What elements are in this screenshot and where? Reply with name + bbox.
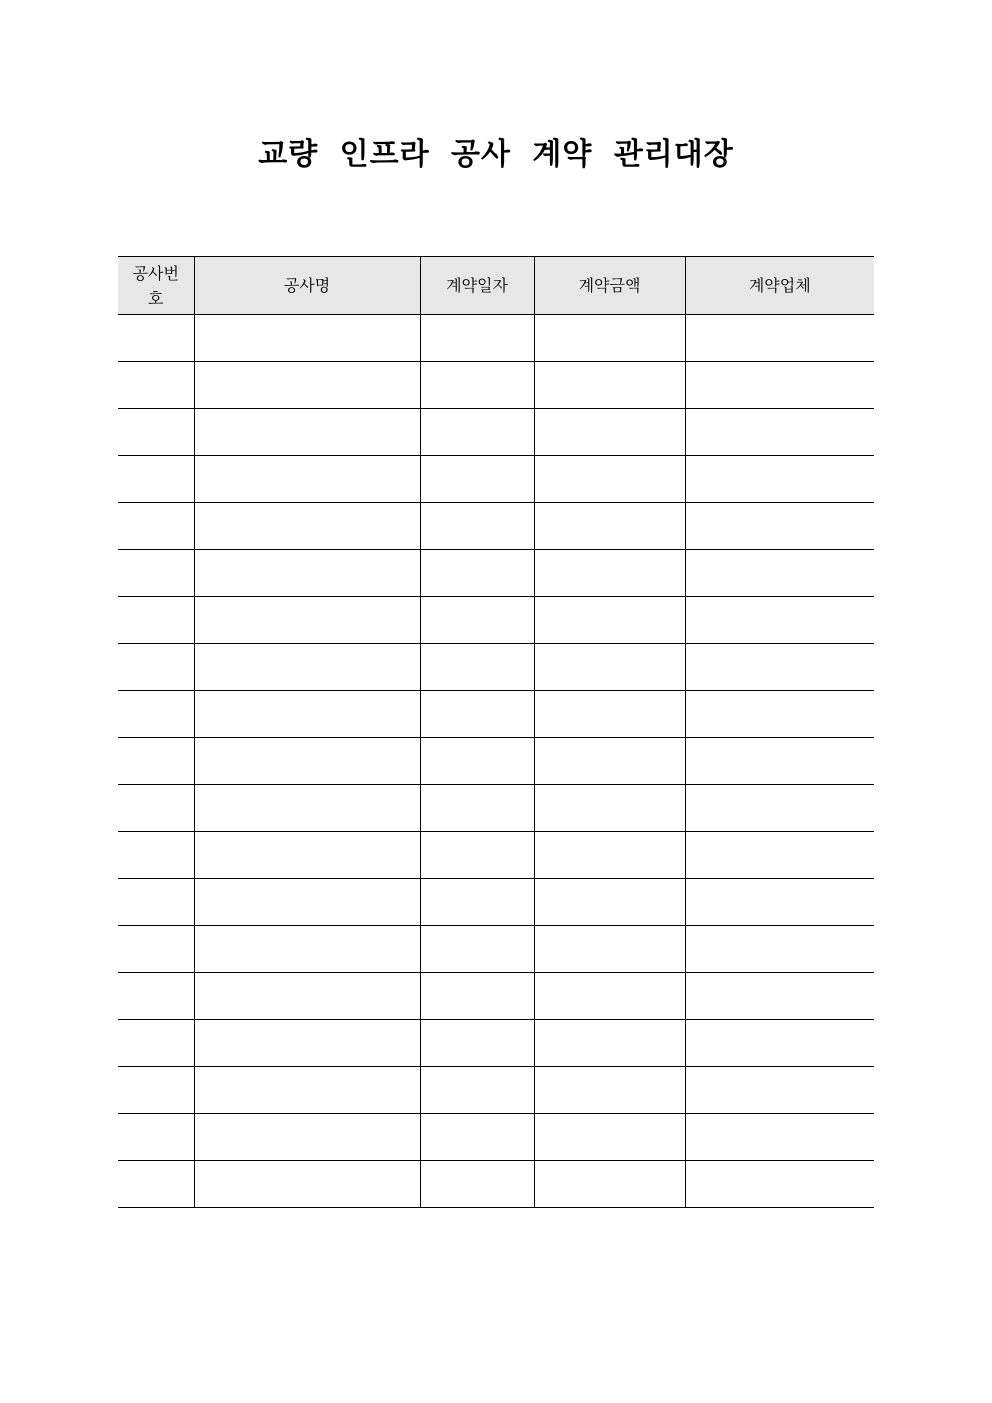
table-row [118, 315, 874, 362]
contract-amount-cell [534, 879, 685, 926]
header-row [118, 257, 874, 315]
contractor-cell [685, 879, 874, 926]
construction-no-cell [118, 785, 194, 832]
contract-amount-cell [534, 315, 685, 362]
construction-no-cell [118, 691, 194, 738]
contractor-cell [685, 597, 874, 644]
contractor-cell [685, 1161, 874, 1208]
contractor-cell [685, 738, 874, 785]
contract-ledger-table [118, 256, 874, 1208]
contract-amount-cell [534, 550, 685, 597]
construction-no-cell [118, 832, 194, 879]
contract-date-cell [420, 456, 534, 503]
table-row [118, 785, 874, 832]
contract-date-cell [420, 550, 534, 597]
construction-name-cell [194, 597, 420, 644]
ledger-body [118, 315, 874, 1208]
table-row [118, 691, 874, 738]
construction-no-cell [118, 503, 194, 550]
contractor-cell [685, 1067, 874, 1114]
construction-no-cell [118, 1114, 194, 1161]
construction-no-cell [118, 362, 194, 409]
contract-date-cell [420, 926, 534, 973]
contract-amount-cell [534, 644, 685, 691]
construction-name-cell [194, 738, 420, 785]
construction-name-cell [194, 973, 420, 1020]
contract-date-cell [420, 597, 534, 644]
construction-name-cell [194, 409, 420, 456]
contract-amount-cell [534, 362, 685, 409]
construction-no-cell [118, 738, 194, 785]
contract-date-cell [420, 1067, 534, 1114]
contractor-cell [685, 503, 874, 550]
table-row [118, 832, 874, 879]
contract-amount-cell [534, 691, 685, 738]
contract-date-cell [420, 362, 534, 409]
contractor-cell [685, 409, 874, 456]
construction-name-cell [194, 832, 420, 879]
contract-amount-cell [534, 973, 685, 1020]
contract-amount-cell [534, 503, 685, 550]
table-row [118, 550, 874, 597]
contractor-cell [685, 1114, 874, 1161]
construction-name-cell [194, 315, 420, 362]
construction-no-cell [118, 644, 194, 691]
construction-no-cell [118, 315, 194, 362]
construction-no-cell [118, 879, 194, 926]
contractor-cell [685, 456, 874, 503]
contractor-cell [685, 691, 874, 738]
contract-amount-cell [534, 926, 685, 973]
table-row [118, 409, 874, 456]
contract-amount-cell [534, 1067, 685, 1114]
contract-amount-cell [534, 1161, 685, 1208]
construction-name-cell [194, 1020, 420, 1067]
table-row [118, 1067, 874, 1114]
contract-amount-cell [534, 1114, 685, 1161]
construction-no-cell [118, 1067, 194, 1114]
construction-name-cell [194, 1067, 420, 1114]
contract-date-cell [420, 832, 534, 879]
construction-name-cell [194, 691, 420, 738]
contract-date-cell [420, 879, 534, 926]
contractor-cell [685, 362, 874, 409]
table-row [118, 1114, 874, 1161]
contractor-cell [685, 973, 874, 1020]
contract-date-cell [420, 1114, 534, 1161]
contract-amount-cell [534, 738, 685, 785]
construction-name-cell [194, 1161, 420, 1208]
table-row [118, 738, 874, 785]
construction-name-cell [194, 503, 420, 550]
contractor-cell [685, 1020, 874, 1067]
contract-amount-cell [534, 456, 685, 503]
table-row [118, 879, 874, 926]
contractor-cell [685, 644, 874, 691]
construction-no-cell [118, 1161, 194, 1208]
table-row [118, 926, 874, 973]
contract-amount-cell [534, 409, 685, 456]
table-row [118, 362, 874, 409]
contract-amount-cell [534, 785, 685, 832]
contractor-cell [685, 315, 874, 362]
table-row [118, 456, 874, 503]
construction-no-cell [118, 1020, 194, 1067]
contract-date-cell [420, 644, 534, 691]
table-row [118, 1020, 874, 1067]
contract-date-cell [420, 973, 534, 1020]
construction-no-cell [118, 456, 194, 503]
contract-date-cell [420, 315, 534, 362]
table-row [118, 644, 874, 691]
table-row [118, 1161, 874, 1208]
contract-amount-cell [534, 832, 685, 879]
header-contract-date: 계약일자 [420, 257, 534, 315]
construction-no-cell [118, 550, 194, 597]
contract-date-cell [420, 409, 534, 456]
contract-date-cell [420, 1161, 534, 1208]
construction-no-cell [118, 973, 194, 1020]
table-row [118, 973, 874, 1020]
construction-name-cell [194, 1114, 420, 1161]
construction-no-cell [118, 597, 194, 644]
construction-name-cell [194, 456, 420, 503]
page-title: 교량 인프라 공사 계약 관리대장 [258, 137, 734, 172]
contractor-cell [685, 550, 874, 597]
contract-date-cell [420, 503, 534, 550]
contract-amount-cell [534, 597, 685, 644]
table-row [118, 597, 874, 644]
construction-name-cell [194, 926, 420, 973]
construction-name-cell [194, 879, 420, 926]
construction-name-cell [194, 362, 420, 409]
contract-date-cell [420, 1020, 534, 1067]
contractor-cell [685, 785, 874, 832]
header-construction-name: 공사명 [194, 257, 420, 315]
header-contractor: 계약업체 [685, 257, 874, 315]
table-row [118, 503, 874, 550]
construction-no-cell [118, 926, 194, 973]
construction-name-cell [194, 550, 420, 597]
construction-name-cell [194, 644, 420, 691]
header-contract-amount: 계약금액 [534, 257, 685, 315]
header-construction-no: 공사번호 [118, 257, 194, 315]
construction-name-cell [194, 785, 420, 832]
contract-date-cell [420, 785, 534, 832]
contractor-cell [685, 832, 874, 879]
contract-amount-cell [534, 1020, 685, 1067]
contract-date-cell [420, 691, 534, 738]
contract-date-cell [420, 738, 534, 785]
contractor-cell [685, 926, 874, 973]
construction-no-cell [118, 409, 194, 456]
